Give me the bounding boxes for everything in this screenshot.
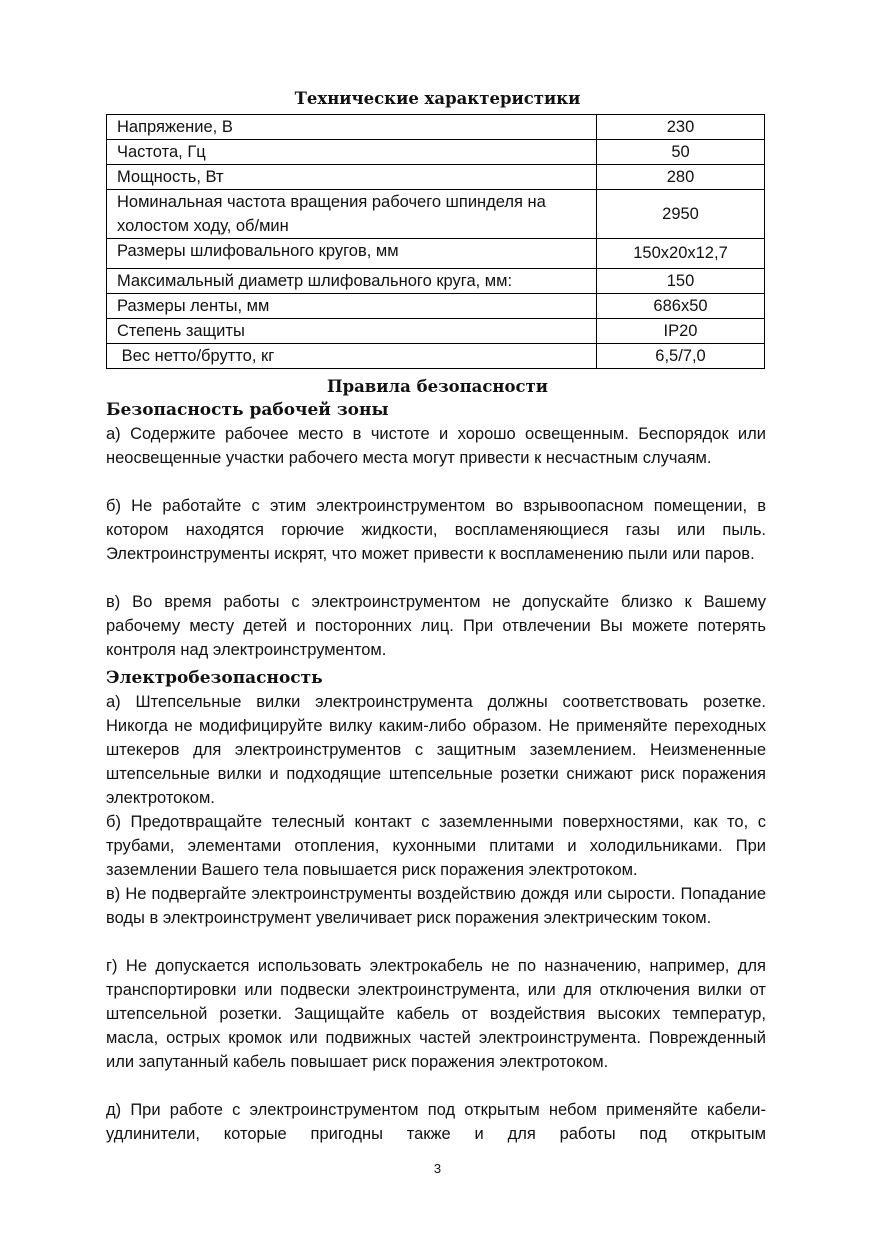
paragraph: в) Не подвергайте электроинструменты воздействию дождя или сырости. Попадание воды в электроинструмент увеличивает риск поражения электрическим током.	[106, 885, 766, 927]
table-row	[107, 344, 765, 369]
electrical-heading: Электробезопасность	[106, 668, 323, 688]
spec-value: 150x20x12,7	[597, 239, 765, 269]
spec-label: Вес нетто/брутто, кг	[107, 344, 597, 369]
table-row	[107, 319, 765, 344]
table-row	[107, 294, 765, 319]
paragraph: г) Не допускается использовать электрокабель не по назначению, например, для транспортировки или подвески электроинструмента, или для отключения вилки от штепсельной розетки. Защищайте кабель от воздействия высоких температур, масла, острых кромок или подвижных частей электроинструмента. Поврежденный или запутанный кабель повышает риск поражения электротоком.	[106, 957, 766, 1071]
spec-label: Размеры ленты, мм	[107, 294, 597, 319]
spec-label: Степень защиты	[107, 319, 597, 344]
spec-label: Частота, Гц	[107, 140, 597, 165]
spec-label: Номинальная частота вращения рабочего шпинделя на холостом ходу, об/мин	[107, 190, 597, 239]
spec-label: Максимальный диаметр шлифовального круга, мм:	[107, 269, 597, 294]
table-row	[107, 140, 765, 165]
spec-label: Мощность, Вт	[107, 165, 597, 190]
paragraph: а) Содержите рабочее место в чистоте и хорошо освещенным. Беспорядок или неосвещенные участки рабочего места могут привести к несчастным случаям.	[106, 425, 766, 467]
safety-title: Правила безопасности	[326, 377, 549, 396]
paragraph: а) Штепсельные вилки электроинструмента должны соответствовать розетке. Никогда не модифицируйте вилку каким-либо образом. Не применяйте переходных штекеров для электроинструментов с защитным заземлением. Неизмененные штепсельные вилки и подходящие штепсельные розетки снижают риск поражения электротоком.	[106, 693, 766, 807]
spec-label: Напряжение, В	[107, 115, 597, 140]
spec-value: 280	[597, 165, 765, 190]
spec-value: 6,5/7,0	[597, 344, 765, 369]
spec-value: IP20	[597, 319, 765, 344]
work-area-heading: Безопасность рабочей зоны	[106, 400, 389, 420]
specs-table	[106, 114, 765, 369]
table-row	[107, 190, 765, 239]
page-number: 3	[433, 1161, 442, 1176]
table-row	[107, 269, 765, 294]
spec-value: 150	[597, 269, 765, 294]
specs-title: Технические характеристики	[294, 89, 581, 108]
paragraph: б) Предотвращайте телесный контакт с заземленными поверхностями, как то, с трубами, элементами отопления, кухонными плитами и холодильниками. При заземлении Вашего тела повышается риск поражения электротоком.	[106, 813, 766, 879]
spec-value: 230	[597, 115, 765, 140]
table-row	[107, 165, 765, 190]
paragraph: в) Во время работы с электроинструментом не допускайте близко к Вашему рабочему месту детей и посторонних лиц. При отвлечении Вы можете потерять контроля над электроинструментом.	[106, 593, 766, 659]
spec-value: 686x50	[597, 294, 765, 319]
paragraph: б) Не работайте с этим электроинструментом во взрывоопасном помещении, в котором находятся горючие жидкости, воспламеняющиеся газы или пыль. Электроинструменты искрят, что может привести к воспламенению пыли или паров.	[106, 497, 766, 563]
spec-label: Размеры шлифовального кругов, мм	[107, 239, 597, 269]
spec-value: 50	[597, 140, 765, 165]
table-row	[107, 239, 765, 269]
spec-value: 2950	[597, 190, 765, 239]
table-row	[107, 115, 765, 140]
paragraph: д) При работе с электроинструментом под открытым небом применяйте кабели-удлинители, которые пригодны также и для работы под открытым	[106, 1101, 766, 1143]
